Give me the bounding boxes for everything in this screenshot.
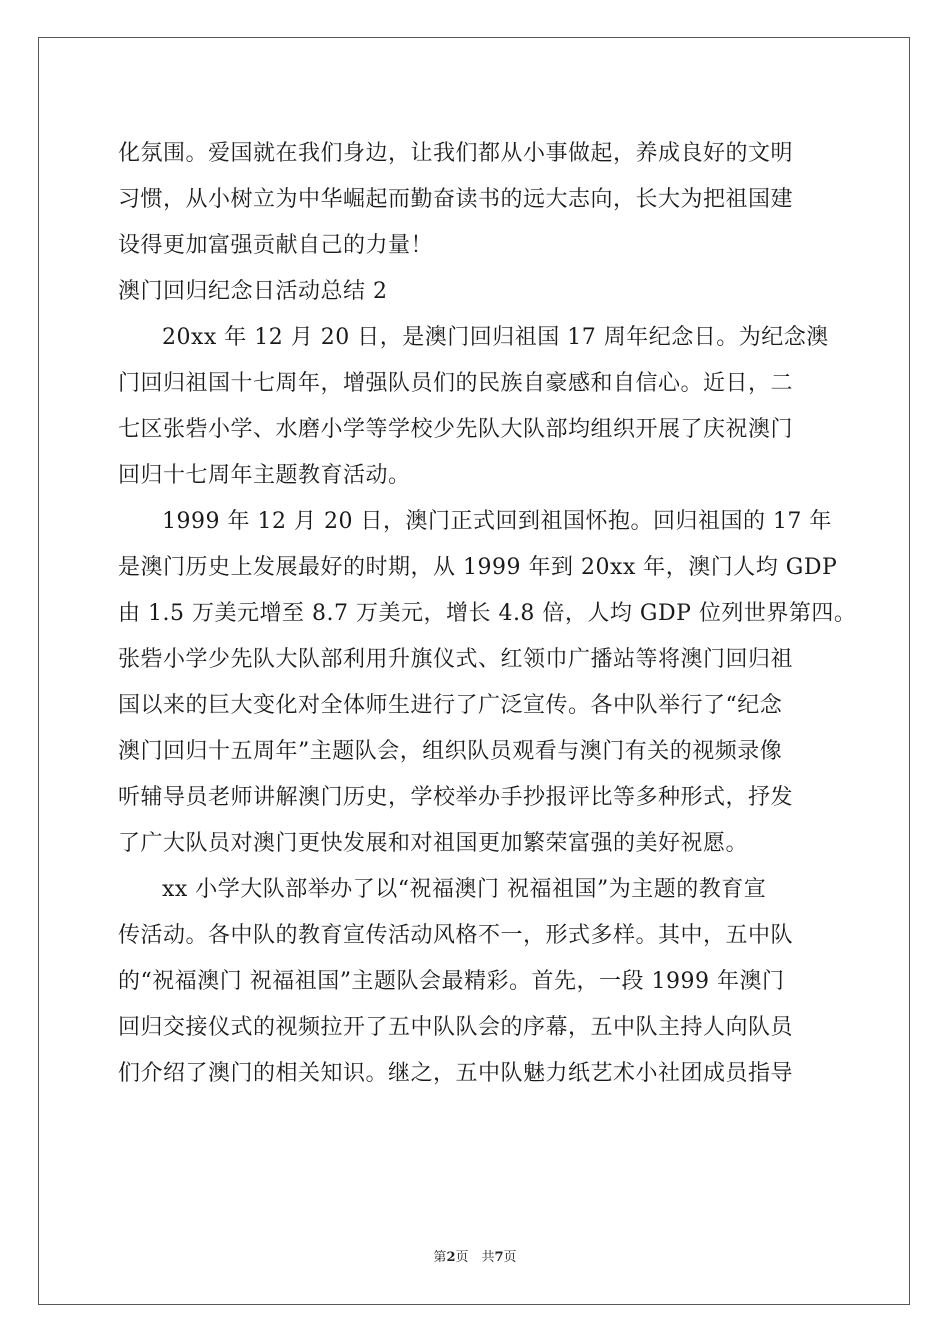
text-line: 的“祝福澳门 祝福祖国”主题队会最精彩。首先，一段 1999 年澳门 bbox=[118, 969, 785, 994]
total-page-number: 7 bbox=[494, 1250, 504, 1265]
text-line: 张砦小学少先队大队部利用升旗仪式、红领巾广播站等将澳门回归祖 bbox=[118, 647, 794, 672]
text-line: 设得更加富强贡献自己的力量！ bbox=[118, 233, 434, 258]
paragraph-first-line: 1999 年 12 月 20 日，澳门正式回到祖国怀抱。回归祖国的 17 年 bbox=[162, 509, 832, 534]
text-line: 回归交接仪式的视频拉开了五中队队会的序幕，五中队主持人向队员 bbox=[118, 1015, 794, 1040]
text-line: 国以来的巨大变化对全体师生进行了广泛宣传。各中队举行了“纪念 bbox=[118, 693, 783, 718]
text-line: 由 1.5 万美元增至 8.7 万美元，增长 4.8 倍，人均 GDP 位列世界第四。 bbox=[118, 601, 857, 626]
section-heading: 澳门回归纪念日活动总结 2 bbox=[118, 279, 388, 304]
text-line: 传活动。各中队的教育宣传活动风格不一，形式多样。其中，五中队 bbox=[118, 923, 794, 948]
text-line: 门回归祖国十七周年，增强队员们的民族自豪感和自信心。近日，二 bbox=[118, 371, 794, 396]
page-footer bbox=[0, 1246, 950, 1265]
text-line: 了广大队员对澳门更快发展和对祖国更加繁荣富强的美好祝愿。 bbox=[118, 831, 749, 856]
text-line: 是澳门历史上发展最好的时期，从 1999 年到 20xx 年，澳门人均 GDP bbox=[118, 555, 838, 580]
text-line: 听辅导员老师讲解澳门历史，学校举办手抄报评比等多种形式，抒发 bbox=[118, 785, 794, 810]
paragraph-first-line: 20xx 年 12 月 20 日，是澳门回归祖国 17 周年纪念日。为纪念澳 bbox=[162, 325, 829, 350]
paragraph-first-line: xx 小学大队部举办了以“祝福澳门 祝福祖国”为主题的教育宣 bbox=[162, 877, 767, 902]
current-page-number: 2 bbox=[446, 1250, 456, 1265]
footer-suffix: 页 bbox=[503, 1250, 517, 1265]
text-line: 们介绍了澳门的相关知识。继之，五中队魅力纸艺术小社团成员指导 bbox=[118, 1061, 794, 1086]
text-line: 习惯，从小树立为中华崛起而勤奋读书的远大志向，长大为把祖国建 bbox=[118, 187, 794, 212]
footer-prefix: 第 bbox=[433, 1250, 447, 1265]
text-line: 回归十七周年主题教育活动。 bbox=[118, 463, 411, 488]
document-body bbox=[118, 131, 857, 1097]
footer-mid: 页 共 bbox=[455, 1250, 495, 1265]
text-line: 化氛围。爱国就在我们身边，让我们都从小事做起，养成良好的文明 bbox=[118, 141, 794, 166]
text-line: 七区张砦小学、水磨小学等学校少先队大队部均组织开展了庆祝澳门 bbox=[118, 417, 794, 442]
text-line: 澳门回归十五周年”主题队会，组织队员观看与澳门有关的视频录像 bbox=[118, 739, 783, 764]
